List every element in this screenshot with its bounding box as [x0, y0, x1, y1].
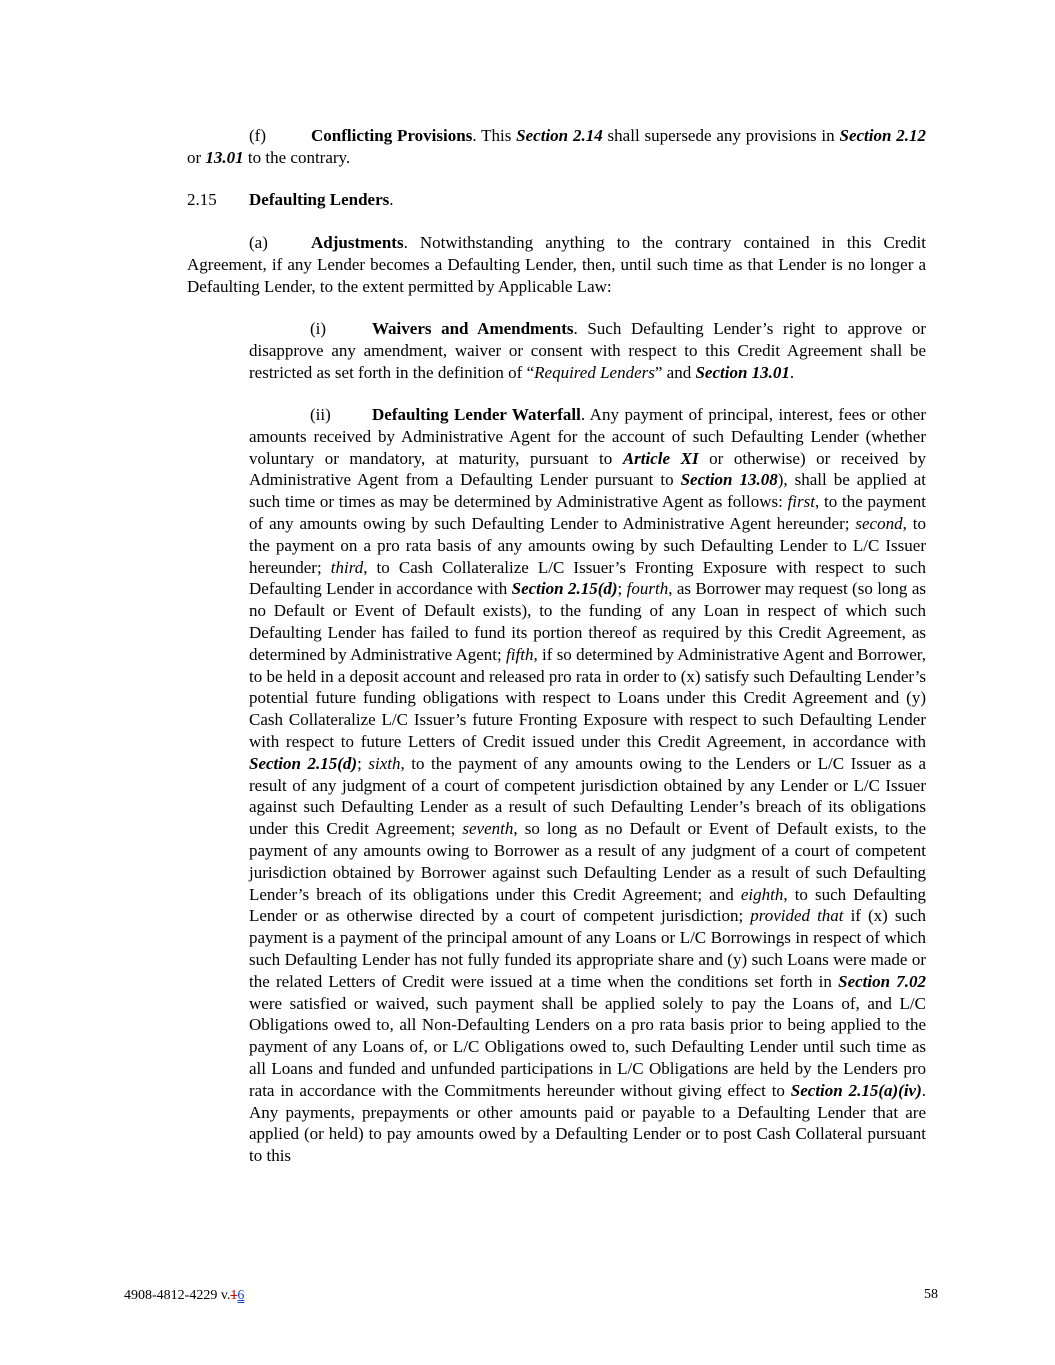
clause-text: , so long as no Default or Event of Default exists, to the payment of any amounts owing to Borrower as a result of any judgment of a court of competent jurisdiction obtained by Borrower against such Defaulting Lender as a result of such Defaulting Lender’s breach of its obligations under this Credit Agreement; and — [249, 819, 926, 904]
clause-text: , to the payment of any amounts owing to the Lenders or L/C Issuer as a result of any judgment of a court of competent jurisdiction obtained by any Lender or L/C Issuer against such Defaulting Lender as a result of such Defaulting Lender’s breach of its obligations under this Credit Agreement; — [249, 753, 926, 839]
ordinal-term: sixth — [368, 753, 401, 773]
clause-text: . Such Defaulting Lender’s right to approve or disapprove any amendment, waiver or consent with respect to this Credit Agreement shall be restricted as set forth in the definition of “ — [249, 319, 926, 382]
clause-text: , to the payment on a pro rata basis of any amounts owing by such Defaulting Lender to L/C Issuer hereunder; — [249, 513, 926, 577]
clause-text: , as Borrower may request (so long as no Default or Event of Default exists), to the funding of any Loan in respect of which such Defaulting Lender has failed to fund its portion thereof as required by this Credit Agreement, as determined by Administrative Agent; — [249, 579, 926, 664]
clause-text: ), shall be applied at such time or times as may be determined by Administrative Agent as follows: — [249, 470, 926, 512]
clause-label: (a) — [249, 233, 268, 252]
clause-text: if (x) such payment is a payment of the principal amount of any Loans or L/C Borrowings in respect of which such Defaulting Lender has not fully funded its appropriate share and (y) such Loans were made or the related Letters of Credit were issued at a time when the conditions set forth in — [249, 906, 926, 991]
cross-reference: Section 2.14 — [516, 126, 603, 145]
section-heading-defaulting-lenders — [187, 189, 926, 211]
section-number: 2.15 — [187, 190, 217, 209]
clause-text: . This — [472, 126, 517, 145]
paragraph-defaulting-lender-waterfall — [249, 404, 926, 1167]
ordinal-term: eighth — [740, 884, 784, 904]
section-title: Defaulting Lenders — [249, 190, 390, 209]
cross-reference: Section 2.15(d) — [249, 753, 358, 773]
cross-reference: Section 13.01 — [695, 362, 790, 382]
cross-reference: Section 2.15(d) — [511, 579, 618, 599]
section-title-punct: . — [389, 190, 394, 209]
ordinal-term: seventh — [462, 819, 514, 839]
ordinal-term: first — [787, 492, 815, 512]
clause-text: ; — [357, 753, 369, 773]
paragraph-adjustments — [187, 232, 926, 297]
clause-heading: Defaulting Lender Waterfall — [372, 405, 581, 424]
ordinal-term: third — [330, 557, 364, 577]
paragraph-waivers-amendments — [249, 318, 926, 383]
cross-reference: Section 2.15(a)(iv) — [790, 1080, 922, 1100]
clause-text: . Notwithstanding anything to the contrary contained in this Credit Agreement, if any Lender becomes a Defaulting Lender, then, until such time as that Lender is no longer a Defaulting Lender, to the extent permitted by Applicable Law: — [187, 233, 926, 296]
clause-text: , if so determined by Administrative Agent and Borrower, to be held in a deposit account and released pro rata in order to (x) satisfy such Defaulting Lender’s potential future funding obligations with respect to Loans under this Credit Agreement and (y) Cash Collateralize L/C Issuer’s future Fronting Exposure with respect to such Defaulting Lender with respect to future Letters of Credit issued under this Credit Agreement, in accordance with — [249, 644, 926, 751]
cross-reference: Section 2.12 — [839, 126, 927, 145]
clause-heading: Waivers and Amendments — [372, 319, 574, 338]
cross-reference: Section 7.02 — [838, 971, 926, 991]
clause-text: to the contrary. — [243, 147, 351, 167]
clause-text: . Any payments, prepayments or other amounts paid or payable to a Defaulting Lender that are applied (or held) to pay amounts owed by a Defaulting Lender or to post Cash Collateral pursuant to this — [249, 1080, 926, 1166]
inserted-version-number: 6 — [237, 1288, 245, 1303]
document-number: 4908-4812-4229 v. — [124, 1288, 231, 1303]
proviso-term: provided that — [750, 906, 844, 926]
defined-term: Required Lenders — [534, 362, 655, 382]
clause-text: ; — [617, 579, 627, 599]
deleted-version-number: 1 — [230, 1288, 238, 1303]
clause-text: or — [187, 147, 206, 167]
ordinal-term: second — [855, 513, 903, 533]
cross-reference: Section 13.08 — [680, 470, 778, 490]
page-number: 58 — [924, 1287, 938, 1302]
clause-label: (i) — [310, 319, 327, 338]
clause-text: . Any payment of principal, interest, fees or other amounts received by Administrative Agent for the account of such Defaulting Lender (whether voluntary or mandatory, at maturity, pursuant to — [249, 405, 926, 468]
clause-label: (f) — [249, 126, 266, 145]
clause-text: , to Cash Collateralize L/C Issuer’s Fronting Exposure with respect to such Defaulting Lender in accordance with — [249, 557, 927, 599]
cross-reference: 13.01 — [205, 147, 244, 167]
cross-reference: Article XI — [622, 448, 699, 468]
footer-document-id — [124, 1287, 244, 1305]
ordinal-term: fourth — [626, 579, 669, 599]
clause-text: , to such Defaulting Lender or as otherwise directed by a court of competent jurisdiction; — [249, 884, 926, 926]
clause-text: ” and — [654, 362, 696, 382]
clause-heading: Conflicting Provisions — [311, 126, 473, 145]
clause-text: were satisfied or waived, such payment shall be applied solely to pay the Loans of, and L/C Obligations owed to, all Non-Defaulting Lenders on a pro rata basis prior to being applied to the payment of any Loans of, or L/C Obligations owed to, such Defaulting Lender until such time as all Loans and funded and unfunded participations in L/C Obligations are held by the Lenders pro rata in accordance with the Commitments hereunder without giving effect to — [249, 993, 926, 1100]
clause-heading: Adjustments — [311, 233, 404, 252]
ordinal-term: fifth — [506, 644, 534, 664]
clause-text: or otherwise) or received by Administrative Agent from a Defaulting Lender pursuant to — [249, 448, 927, 490]
clause-text: . — [789, 362, 795, 382]
clause-label: (ii) — [310, 405, 331, 424]
clause-text: shall supersede any provisions in — [602, 126, 840, 145]
clause-text: , to the payment of any amounts owing by such Defaulting Lender to Administrative Agent hereunder; — [249, 492, 926, 533]
paragraph-conflicting-provisions — [187, 125, 926, 169]
